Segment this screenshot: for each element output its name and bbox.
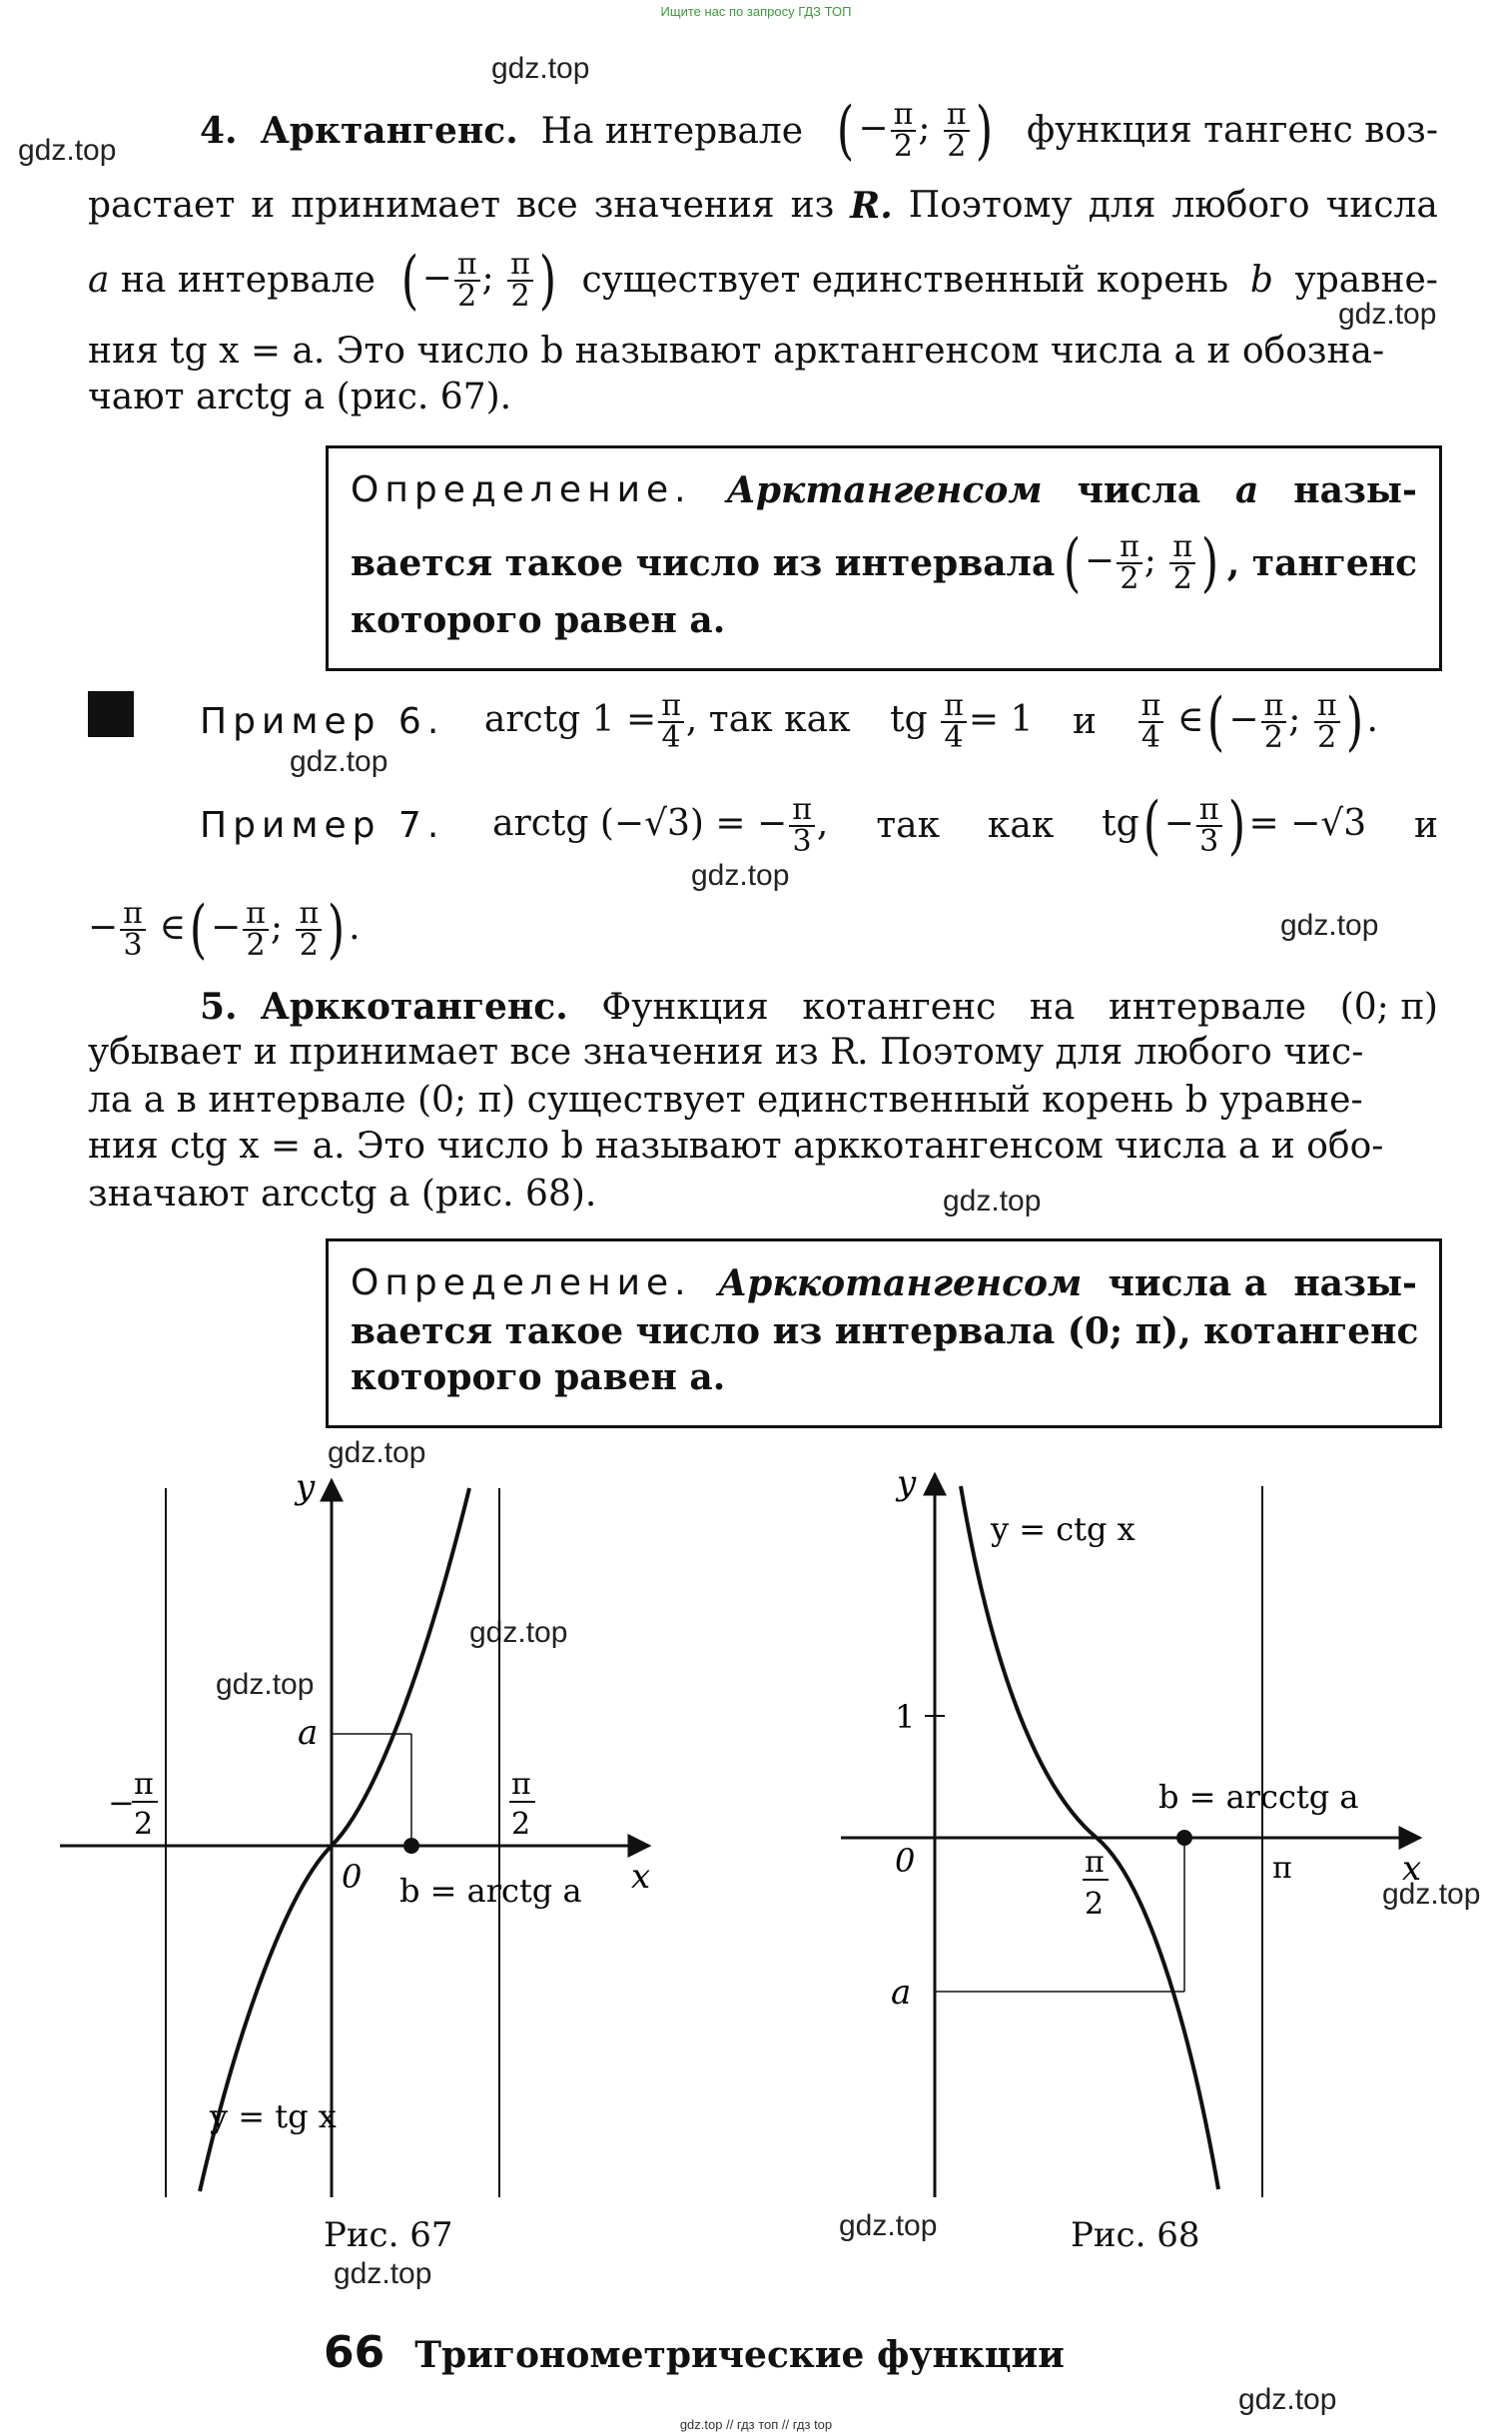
num: π (658, 691, 684, 723)
pos-pi: π (511, 1767, 531, 1802)
den: 3 (1199, 824, 1219, 859)
num: π (120, 899, 146, 931)
neg-sign: − (108, 1784, 135, 1822)
semi: ; (270, 907, 283, 948)
b-point (403, 1838, 419, 1854)
den: 2 (510, 279, 530, 314)
word: на (1029, 986, 1076, 1028)
den: 2 (246, 928, 266, 963)
minus: − (1228, 699, 1259, 740)
origin-label: 0 (895, 1842, 916, 1880)
den: 2 (299, 928, 319, 963)
semi: ; (481, 258, 494, 299)
num: π (789, 795, 815, 827)
pi-label: π (1272, 1851, 1292, 1886)
a-label: a (891, 1973, 912, 2013)
text: как (987, 805, 1055, 846)
a-label: a (298, 1713, 319, 1753)
def-line-2 (351, 526, 1417, 600)
fraction (243, 896, 269, 963)
watermark: gdz.top (328, 1436, 426, 1469)
text: , тангенс (1226, 542, 1417, 584)
sec4-line-5: чают arctg a (рис. 67). (88, 377, 512, 417)
text: = −√3 (1248, 803, 1367, 844)
num: π (891, 100, 917, 132)
interval-expr: ( − $\frac{\pi}{2}$ ; $\frac{\pi}{2}$ ) (1063, 526, 1219, 600)
fraction (789, 792, 815, 859)
text: ∈ (159, 907, 186, 948)
word: принимает (291, 185, 500, 226)
word: все (516, 185, 578, 226)
interval-expr: ( − $\frac{\pi}{2}$ ; $\frac{\pi}{2}$ ) (837, 94, 993, 168)
minus: − (1163, 803, 1194, 844)
example-label: Пример 7. (200, 805, 445, 846)
fraction (1261, 688, 1287, 755)
text: . (349, 907, 361, 948)
page-number: 66 (324, 2327, 385, 2378)
b-label: b = arctg a (399, 1872, 582, 1910)
chapter-title: Тригонометрические функции (414, 2334, 1065, 2376)
figure-68-cotangent-graph (829, 1458, 1448, 2207)
word: числа (1325, 185, 1438, 226)
section-number: 4. (200, 109, 238, 152)
text: существует единственный корень (581, 260, 1229, 301)
one-label: 1 (895, 1698, 916, 1736)
semi: ; (1143, 540, 1156, 581)
text: arctg 1 = (483, 699, 657, 740)
minus: − (858, 108, 889, 149)
sec5-line-5: значают arcctg a (рис. 68). (88, 1174, 597, 1215)
word: назы- (1293, 1262, 1417, 1304)
num: π (243, 899, 269, 931)
sec5-line-3: ла a в интервале (0; π) существует единственный корень b уравне- (88, 1080, 1363, 1121)
num: π (944, 100, 970, 132)
bottom-watermark: gdz.top // гдз топ // гдз top (679, 2417, 833, 2432)
text: уравне- (1294, 260, 1438, 301)
word: для (1088, 185, 1156, 226)
example-7: Пример 7. arctg (−√3) = − $\frac{\pi}{3}$ , так как tg( − $\frac{\pi}{3}$ ) = −√3 и (200, 789, 1438, 863)
word: R. (850, 185, 893, 227)
text: arctg (−√3) = − (492, 803, 788, 844)
word: значения (593, 185, 775, 226)
def-term: Арктангенсом (726, 469, 1043, 511)
watermark: gdz.top (491, 52, 590, 85)
watermark: gdz.top (691, 859, 790, 892)
num: π (1196, 795, 1222, 827)
den: 2 (1263, 720, 1283, 755)
word: котангенс (802, 986, 997, 1028)
page-footer (324, 2327, 1065, 2378)
word: a (1235, 469, 1259, 511)
word: назы- (1293, 469, 1417, 511)
text: На интервале (540, 110, 804, 152)
example-label: Пример 6. (200, 701, 445, 742)
text: . (1366, 699, 1378, 740)
den: 2 (1172, 561, 1192, 596)
x-axis-label: x (1402, 1849, 1422, 1889)
den: 3 (792, 824, 812, 859)
fraction (658, 688, 684, 755)
half-pi-den: 2 (1085, 1887, 1105, 1922)
num: π (296, 899, 322, 931)
text: вается такое число из интервала (351, 542, 1056, 584)
sec5-line-1 (200, 985, 1438, 1030)
num: π (1314, 691, 1340, 723)
word: и (251, 185, 276, 226)
num: π (1117, 532, 1142, 564)
text: , так как (685, 699, 851, 740)
pos-two: 2 (511, 1807, 531, 1842)
den: 2 (893, 129, 913, 164)
b-label: b = arcctg a (1158, 1778, 1359, 1816)
text: и (1413, 805, 1438, 846)
def-line-2: вается такое число из интервала (0; π), котангенс (351, 1310, 1419, 1352)
b-point (1176, 1830, 1192, 1846)
text: на интервале (120, 260, 376, 301)
def-line-3: которого равен a. (351, 599, 726, 641)
text: и (1072, 701, 1097, 742)
watermark: gdz.top (1338, 298, 1437, 331)
text: ∈ (1176, 699, 1204, 740)
fraction (1314, 688, 1340, 755)
den: 4 (1140, 720, 1160, 755)
var: b (1249, 260, 1273, 301)
word: любого (1171, 185, 1310, 226)
fraction (941, 688, 967, 755)
fraction (454, 247, 480, 314)
word: растает (88, 185, 236, 226)
def-line-3: которого равен a. (351, 1356, 726, 1398)
watermark: gdz.top (943, 1185, 1042, 1218)
text: так (876, 805, 941, 846)
watermark: gdz.top (216, 1668, 315, 1701)
origin-label: 0 (342, 1858, 363, 1896)
fraction (120, 896, 146, 963)
watermark: gdz.top (18, 134, 117, 167)
sec4-line-4: ния tg x = a. Это число b называют арктангенсом числа a и обозна- (88, 331, 1385, 372)
watermark: gdz.top (1382, 1878, 1481, 1911)
minus: − (421, 258, 452, 299)
word: числа (1077, 469, 1201, 511)
half-pi-num: π (1085, 1845, 1105, 1880)
def-line-1 (351, 468, 1417, 512)
example-marker-square (88, 691, 134, 737)
figure-67-tangent-graph (60, 1458, 699, 2207)
word: Поэтому (908, 185, 1073, 226)
sec5-line-4: ния ctg x = a. Это число b называют арккотангенсом числа a и обо- (88, 1126, 1384, 1167)
num: π (1261, 691, 1287, 723)
watermark: gdz.top (1238, 2383, 1337, 2416)
word: интервале (1108, 986, 1307, 1028)
den: 2 (457, 279, 477, 314)
neg-pi: π (134, 1767, 154, 1802)
sec5-line-2: убывает и принимает все значения из R. Поэтому для любого чис- (88, 1032, 1364, 1073)
example-6: Пример 6. arctg 1 = $\frac{\pi}{4}$ , так как tg $\frac{\pi}{4}$ = 1 и $\frac{\pi}{4}$ ∈( − $\frac{\pi}{2}$ ; $\frac{\pi}{2}$ ) . (200, 685, 1378, 759)
def-term: Арккотангенсом (717, 1262, 1083, 1304)
den: 2 (1120, 561, 1139, 596)
sec4-line-1 (200, 94, 1438, 168)
watermark: gdz.top (469, 1616, 568, 1649)
minus: − (210, 907, 242, 948)
fraction (296, 896, 322, 963)
den: 2 (1317, 720, 1337, 755)
semi: ; (1288, 699, 1301, 740)
text: функция тангенс воз- (1026, 110, 1438, 151)
fraction (507, 247, 533, 314)
text: tg (890, 699, 928, 740)
watermark: gdz.top (334, 2257, 432, 2290)
watermark: gdz.top (1280, 909, 1379, 942)
x-axis-label: x (631, 1857, 651, 1897)
tangent-curve (200, 1488, 469, 2191)
fraction (1196, 792, 1222, 859)
den: 4 (944, 720, 964, 755)
figure-68-caption: Рис. 68 (1071, 2215, 1200, 2255)
den: 4 (661, 720, 681, 755)
section-title: Арктангенс. (260, 109, 518, 152)
y-axis-label: y (296, 1467, 316, 1507)
watermark: gdz.top (290, 745, 388, 778)
def-line-1 (351, 1261, 1417, 1305)
section-title: Арккотангенс. (260, 986, 568, 1028)
den: 3 (123, 928, 143, 963)
figure-67-caption: Рис. 67 (324, 2215, 453, 2255)
minus: − (1084, 540, 1116, 581)
curve-label: y = ctg x (991, 1510, 1135, 1548)
section-number: 5. (200, 986, 238, 1028)
top-watermark: Ищите нас по запросу ГДЗ ТОП (660, 4, 852, 19)
num: π (454, 250, 480, 282)
text: tg (1102, 803, 1139, 844)
var: a (88, 260, 110, 301)
fraction (944, 97, 970, 164)
definition-box-arcctg (326, 1238, 1442, 1428)
watermark: gdz.top (839, 2209, 938, 2242)
interval-expr: ( − $\frac{\pi}{2}$ ; $\frac{\pi}{2}$ ) (400, 244, 557, 318)
def-word: Определение. (351, 1262, 692, 1303)
word: (0; π) (1339, 986, 1438, 1028)
def-word: Определение. (351, 469, 692, 510)
minus: − (88, 907, 119, 948)
den: 2 (947, 129, 967, 164)
fraction (1169, 529, 1195, 596)
word: из (790, 185, 835, 226)
fraction (891, 97, 917, 164)
definition-box-arctg (326, 445, 1442, 671)
sec4-line-2 (88, 184, 1438, 228)
fraction (1117, 529, 1142, 596)
word: числа a (1108, 1262, 1268, 1304)
neg-two: 2 (134, 1807, 154, 1842)
num: π (1169, 532, 1195, 564)
example-7-cont: − $\frac{\pi}{3}$ ∈( − $\frac{\pi}{2}$ ; $\frac{\pi}{2}$ ) . (88, 893, 361, 967)
num: π (507, 250, 533, 282)
word: Функция (601, 986, 769, 1028)
num: π (941, 691, 967, 723)
text: = 1 (968, 699, 1034, 740)
num: π (1138, 691, 1164, 723)
fraction (1138, 688, 1164, 755)
curve-label: y = tg x (210, 2097, 337, 2135)
y-axis-label: y (897, 1463, 917, 1503)
semi: ; (918, 108, 931, 149)
